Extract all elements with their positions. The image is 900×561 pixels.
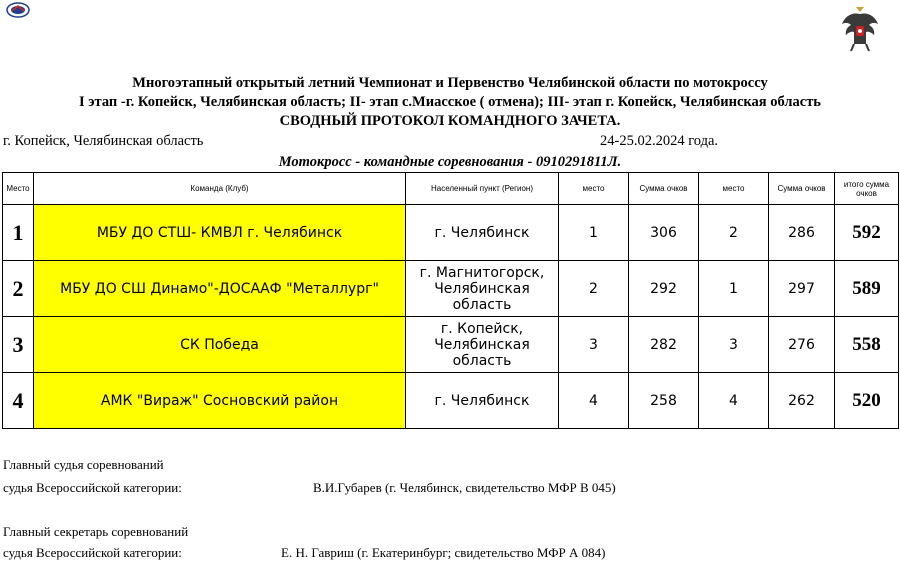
row-place: 4 [3,373,34,429]
row-stage1-sum: 306 [629,205,699,261]
col-team: Команда (Клуб) [34,173,406,205]
table-row [3,373,899,429]
row-city: г. Челябинск [406,205,559,261]
row-stage3-sum: 297 [769,261,835,317]
table-row [3,317,899,373]
row-team: МБУ ДО СШ Динамо"-ДОСААФ "Металлург" [34,261,406,317]
row-stage3-place: 4 [699,373,769,429]
row-team: АМК "Вираж" Сосновский район [34,373,406,429]
row-stage3-sum: 262 [769,373,835,429]
row-team: МБУ ДО СТШ- КМВЛ г. Челябинск [34,205,406,261]
row-place: 3 [3,317,34,373]
table-row [3,261,899,317]
row-stage1-place: 1 [559,205,629,261]
judge-name: В.И.Губарев (г. Челябинск, свидетельство МФР В 045) [313,480,616,495]
protocol-title: СВОДНЫЙ ПРОТОКОЛ КОМАНДНОГО ЗАЧЕТА. [279,113,621,129]
row-team: СК Победа [34,317,406,373]
row-stage1-sum: 258 [629,373,699,429]
row-place: 2 [3,261,34,317]
row-stage3-place: 1 [699,261,769,317]
row-place: 1 [3,205,34,261]
row-stage1-sum: 292 [629,261,699,317]
row-stage3-place: 2 [699,205,769,261]
row-stage3-place: 3 [699,317,769,373]
results-table [2,172,899,429]
federation-logo-icon [6,2,30,18]
date: 24-25.02.2024 года. [600,133,719,149]
competition-subtitle: Мотокросс - командные соревнования - 0910291811Л. [278,154,622,170]
col-stage1-sum: Сумма очков [629,173,699,205]
row-city: г. Магнитогорск, Челябинская область [406,261,559,317]
col-stage3-sum: Сумма очков [769,173,835,205]
row-total: 589 [835,261,899,317]
col-stage1-place: место [559,173,629,205]
col-stage3-place: место [699,173,769,205]
secretary-title: Главный секретарь соревнований [3,524,189,539]
table-header-row [3,173,899,205]
secretary-category: судья Всероссийской категории: [3,545,182,560]
row-city: г. Челябинск [406,373,559,429]
row-city: г. Копейск, Челябинская область [406,317,559,373]
secretary-name: Е. Н. Гавриш (г. Екатеринбург; свидетельство МФР А 084) [281,545,606,560]
row-stage1-sum: 282 [629,317,699,373]
championship-title: Многоэтапный открытый летний Чемпионат и Первенство Челябинской области по мотокроссу [132,75,768,91]
russian-eagle-emblem-icon [840,4,880,54]
location: г. Копейск, Челябинская область [3,133,204,149]
row-total: 592 [835,205,899,261]
row-total: 520 [835,373,899,429]
row-stage3-sum: 276 [769,317,835,373]
col-total: итого сумма очков [835,173,899,205]
judge-title: Главный судья соревнований [3,457,164,472]
row-total: 558 [835,317,899,373]
col-place: Место [3,173,34,205]
table-row [3,205,899,261]
row-stage3-sum: 286 [769,205,835,261]
stages-line: I этап -г. Копейск, Челябинская область; II- этап с.Миасское ( отмена); III- этап г. Копейск, Челябинская область [79,94,821,110]
col-city: Населенный пункт (Регион) [406,173,559,205]
row-stage1-place: 4 [559,373,629,429]
row-stage1-place: 3 [559,317,629,373]
row-stage1-place: 2 [559,261,629,317]
judge-category: судья Всероссийской категории: [3,480,182,495]
